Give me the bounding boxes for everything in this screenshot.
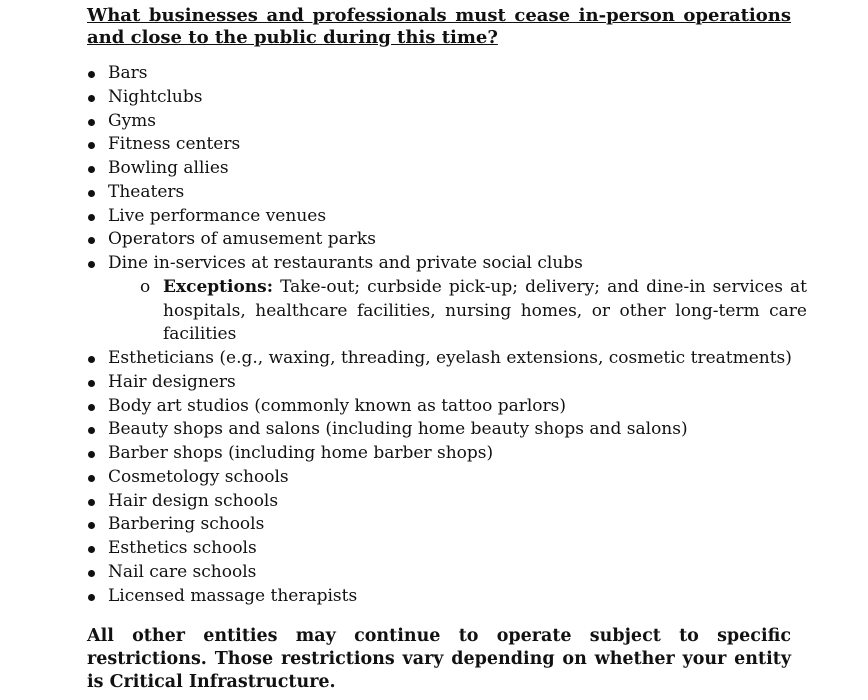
- list-item-dine-in: [87, 252, 807, 347]
- list-item: Nightclubs: [87, 86, 807, 110]
- exceptions-sublist: [108, 276, 807, 347]
- list-item: Bowling allies: [87, 157, 807, 181]
- exceptions-text: Take-out; curbside pick-up; delivery; and dine-in services at hospitals, healthcare facilities, nursing homes, or other long-term care facilities: [163, 276, 807, 345]
- exceptions-label: Exceptions:: [163, 276, 274, 297]
- list-item: Barber shops (including home barber shops): [87, 442, 807, 466]
- list-item: Gyms: [87, 110, 807, 134]
- closing-paragraph: All other entities may continue to operate subject to specific restrictions. Those restrictions vary depending on whether your entity is Critical Infrastructure.: [87, 626, 791, 692]
- list-item: Nail care schools: [87, 561, 807, 585]
- list-item: Hair design schools: [87, 490, 807, 514]
- list-item: Live performance venues: [87, 205, 807, 229]
- list-item: Cosmetology schools: [87, 466, 807, 490]
- list-item: Bars: [87, 62, 807, 86]
- exceptions-item: [108, 276, 807, 347]
- list-item: Esthetics schools: [87, 537, 807, 561]
- closed-businesses-list: [87, 62, 807, 608]
- list-item: Theaters: [87, 181, 807, 205]
- list-item: Hair designers: [87, 371, 807, 395]
- list-item: Barbering schools: [87, 513, 807, 537]
- list-item: Body art studios (commonly known as tattoo parlors): [87, 395, 807, 419]
- list-item: Licensed massage therapists: [87, 585, 807, 609]
- list-item: Fitness centers: [87, 133, 807, 157]
- list-item: Estheticians (e.g., waxing, threading, eyelash extensions, cosmetic treatments): [87, 347, 807, 371]
- list-item: Beauty shops and salons (including home beauty shops and salons): [87, 418, 807, 442]
- list-item: Operators of amusement parks: [87, 228, 807, 252]
- section-heading: What businesses and professionals must cease in-person operations and close to the public during this time?: [87, 5, 791, 48]
- list-item-text: Dine in-services at restaurants and private social clubs: [108, 253, 583, 273]
